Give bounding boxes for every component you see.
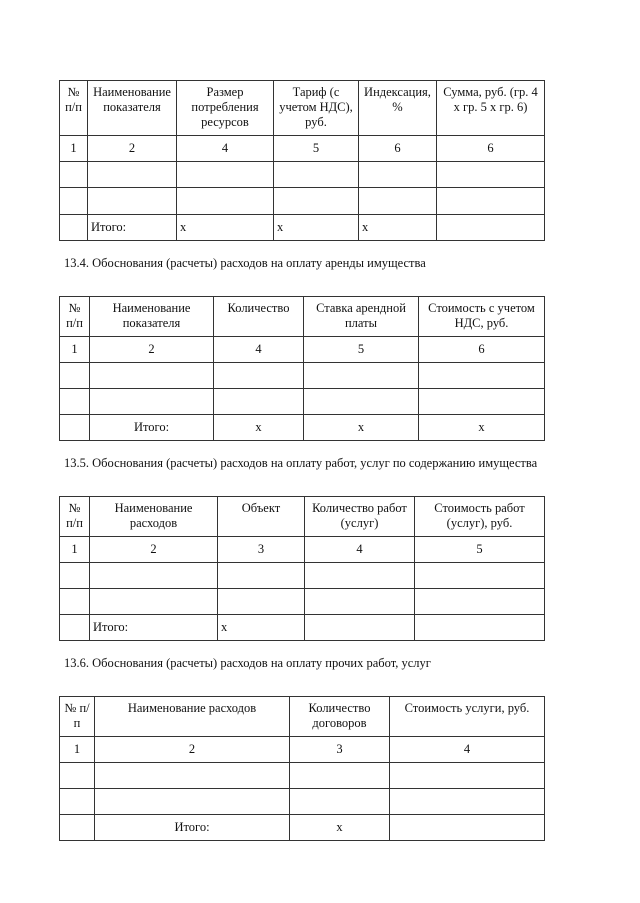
table-header-row	[60, 497, 545, 537]
total-cell	[60, 215, 88, 241]
total-cell: x	[419, 415, 545, 441]
column-number-cell: 2	[88, 136, 177, 162]
total-label: Итого:	[88, 215, 177, 241]
column-number-cell: 6	[437, 136, 545, 162]
section-caption-13-6: 13.6. Обоснования (расчеты) расходов на оплату прочих работ, услуг	[64, 656, 431, 670]
total-cell: x	[290, 815, 390, 841]
column-number-cell: 3	[290, 737, 390, 763]
header-cell-work-cost: Стоимость работ (услуг), руб.	[415, 497, 545, 537]
table-total-row	[60, 415, 545, 441]
table-column-numbers-row	[60, 136, 545, 162]
column-number-cell: 6	[419, 337, 545, 363]
table-column-numbers-row	[60, 737, 545, 763]
total-label: Итого:	[95, 815, 290, 841]
total-label: Итого:	[90, 615, 218, 641]
header-cell-name: Наименование расходов	[90, 497, 218, 537]
total-label: Итого:	[90, 415, 214, 441]
header-cell-name: Наименование расходов	[95, 697, 290, 737]
table-row	[60, 389, 545, 415]
column-number-cell: 4	[214, 337, 304, 363]
total-cell: x	[304, 415, 419, 441]
table-header-row	[60, 81, 545, 136]
column-number-cell: 2	[90, 337, 214, 363]
table-row	[60, 188, 545, 215]
column-number-cell: 1	[60, 136, 88, 162]
total-cell	[415, 615, 545, 641]
header-cell-number: № п/п	[60, 697, 95, 737]
table-row	[60, 589, 545, 615]
column-number-cell: 5	[415, 537, 545, 563]
header-cell-work-quantity: Количество работ (услуг)	[305, 497, 415, 537]
header-cell-sum: Сумма, руб. (гр. 4 x гр. 5 x гр. 6)	[437, 81, 545, 136]
header-cell-consumption: Размер потребления ресурсов	[177, 81, 274, 136]
column-number-cell: 2	[95, 737, 290, 763]
header-cell-rent-rate: Ставка арендной платы	[304, 297, 419, 337]
column-number-cell: 1	[60, 737, 95, 763]
column-number-cell: 5	[274, 136, 359, 162]
header-cell-quantity: Количество	[214, 297, 304, 337]
table-header-row	[60, 297, 545, 337]
column-number-cell: 1	[60, 337, 90, 363]
table-row	[60, 563, 545, 589]
column-number-cell: 5	[304, 337, 419, 363]
table-header-row	[60, 697, 545, 737]
header-cell-number: № п/п	[60, 497, 90, 537]
header-cell-number: № п/п	[60, 81, 88, 136]
total-cell: x	[214, 415, 304, 441]
total-cell: x	[274, 215, 359, 241]
total-cell: x	[359, 215, 437, 241]
total-cell	[60, 815, 95, 841]
column-number-cell: 6	[359, 136, 437, 162]
table-column-numbers-row	[60, 337, 545, 363]
column-number-cell: 4	[390, 737, 545, 763]
table-row	[60, 363, 545, 389]
table-row	[60, 763, 545, 789]
header-cell-number: № п/п	[60, 297, 90, 337]
table-total-row	[60, 815, 545, 841]
total-cell	[60, 415, 90, 441]
header-cell-indexation: Индексация, %	[359, 81, 437, 136]
column-number-cell: 4	[305, 537, 415, 563]
total-cell: x	[177, 215, 274, 241]
header-cell-name: Наименование показателя	[88, 81, 177, 136]
table-row	[60, 162, 545, 188]
header-cell-contracts: Количество договоров	[290, 697, 390, 737]
header-cell-object: Объект	[218, 497, 305, 537]
column-number-cell: 2	[90, 537, 218, 563]
column-number-cell: 1	[60, 537, 90, 563]
total-cell	[305, 615, 415, 641]
total-cell	[437, 215, 545, 241]
total-cell	[390, 815, 545, 841]
table-row	[60, 789, 545, 815]
table-total-row	[60, 615, 545, 641]
column-number-cell: 3	[218, 537, 305, 563]
header-cell-cost: Стоимость с учетом НДС, руб.	[419, 297, 545, 337]
total-cell	[60, 615, 90, 641]
table-other-services	[59, 696, 545, 841]
header-cell-name: Наименование показателя	[90, 297, 214, 337]
table-utilities	[59, 80, 545, 241]
header-cell-tariff: Тариф (с учетом НДС), руб.	[274, 81, 359, 136]
section-caption-13-5: 13.5. Обоснования (расчеты) расходов на оплату работ, услуг по содержанию имущества	[64, 456, 538, 470]
table-maintenance	[59, 496, 545, 641]
header-cell-service-cost: Стоимость услуги, руб.	[390, 697, 545, 737]
table-total-row	[60, 215, 545, 241]
section-caption-13-4: 13.4. Обоснования (расчеты) расходов на оплату аренды имущества	[64, 256, 426, 270]
table-column-numbers-row	[60, 537, 545, 563]
column-number-cell: 4	[177, 136, 274, 162]
table-rent	[59, 296, 545, 441]
total-cell: x	[218, 615, 305, 641]
